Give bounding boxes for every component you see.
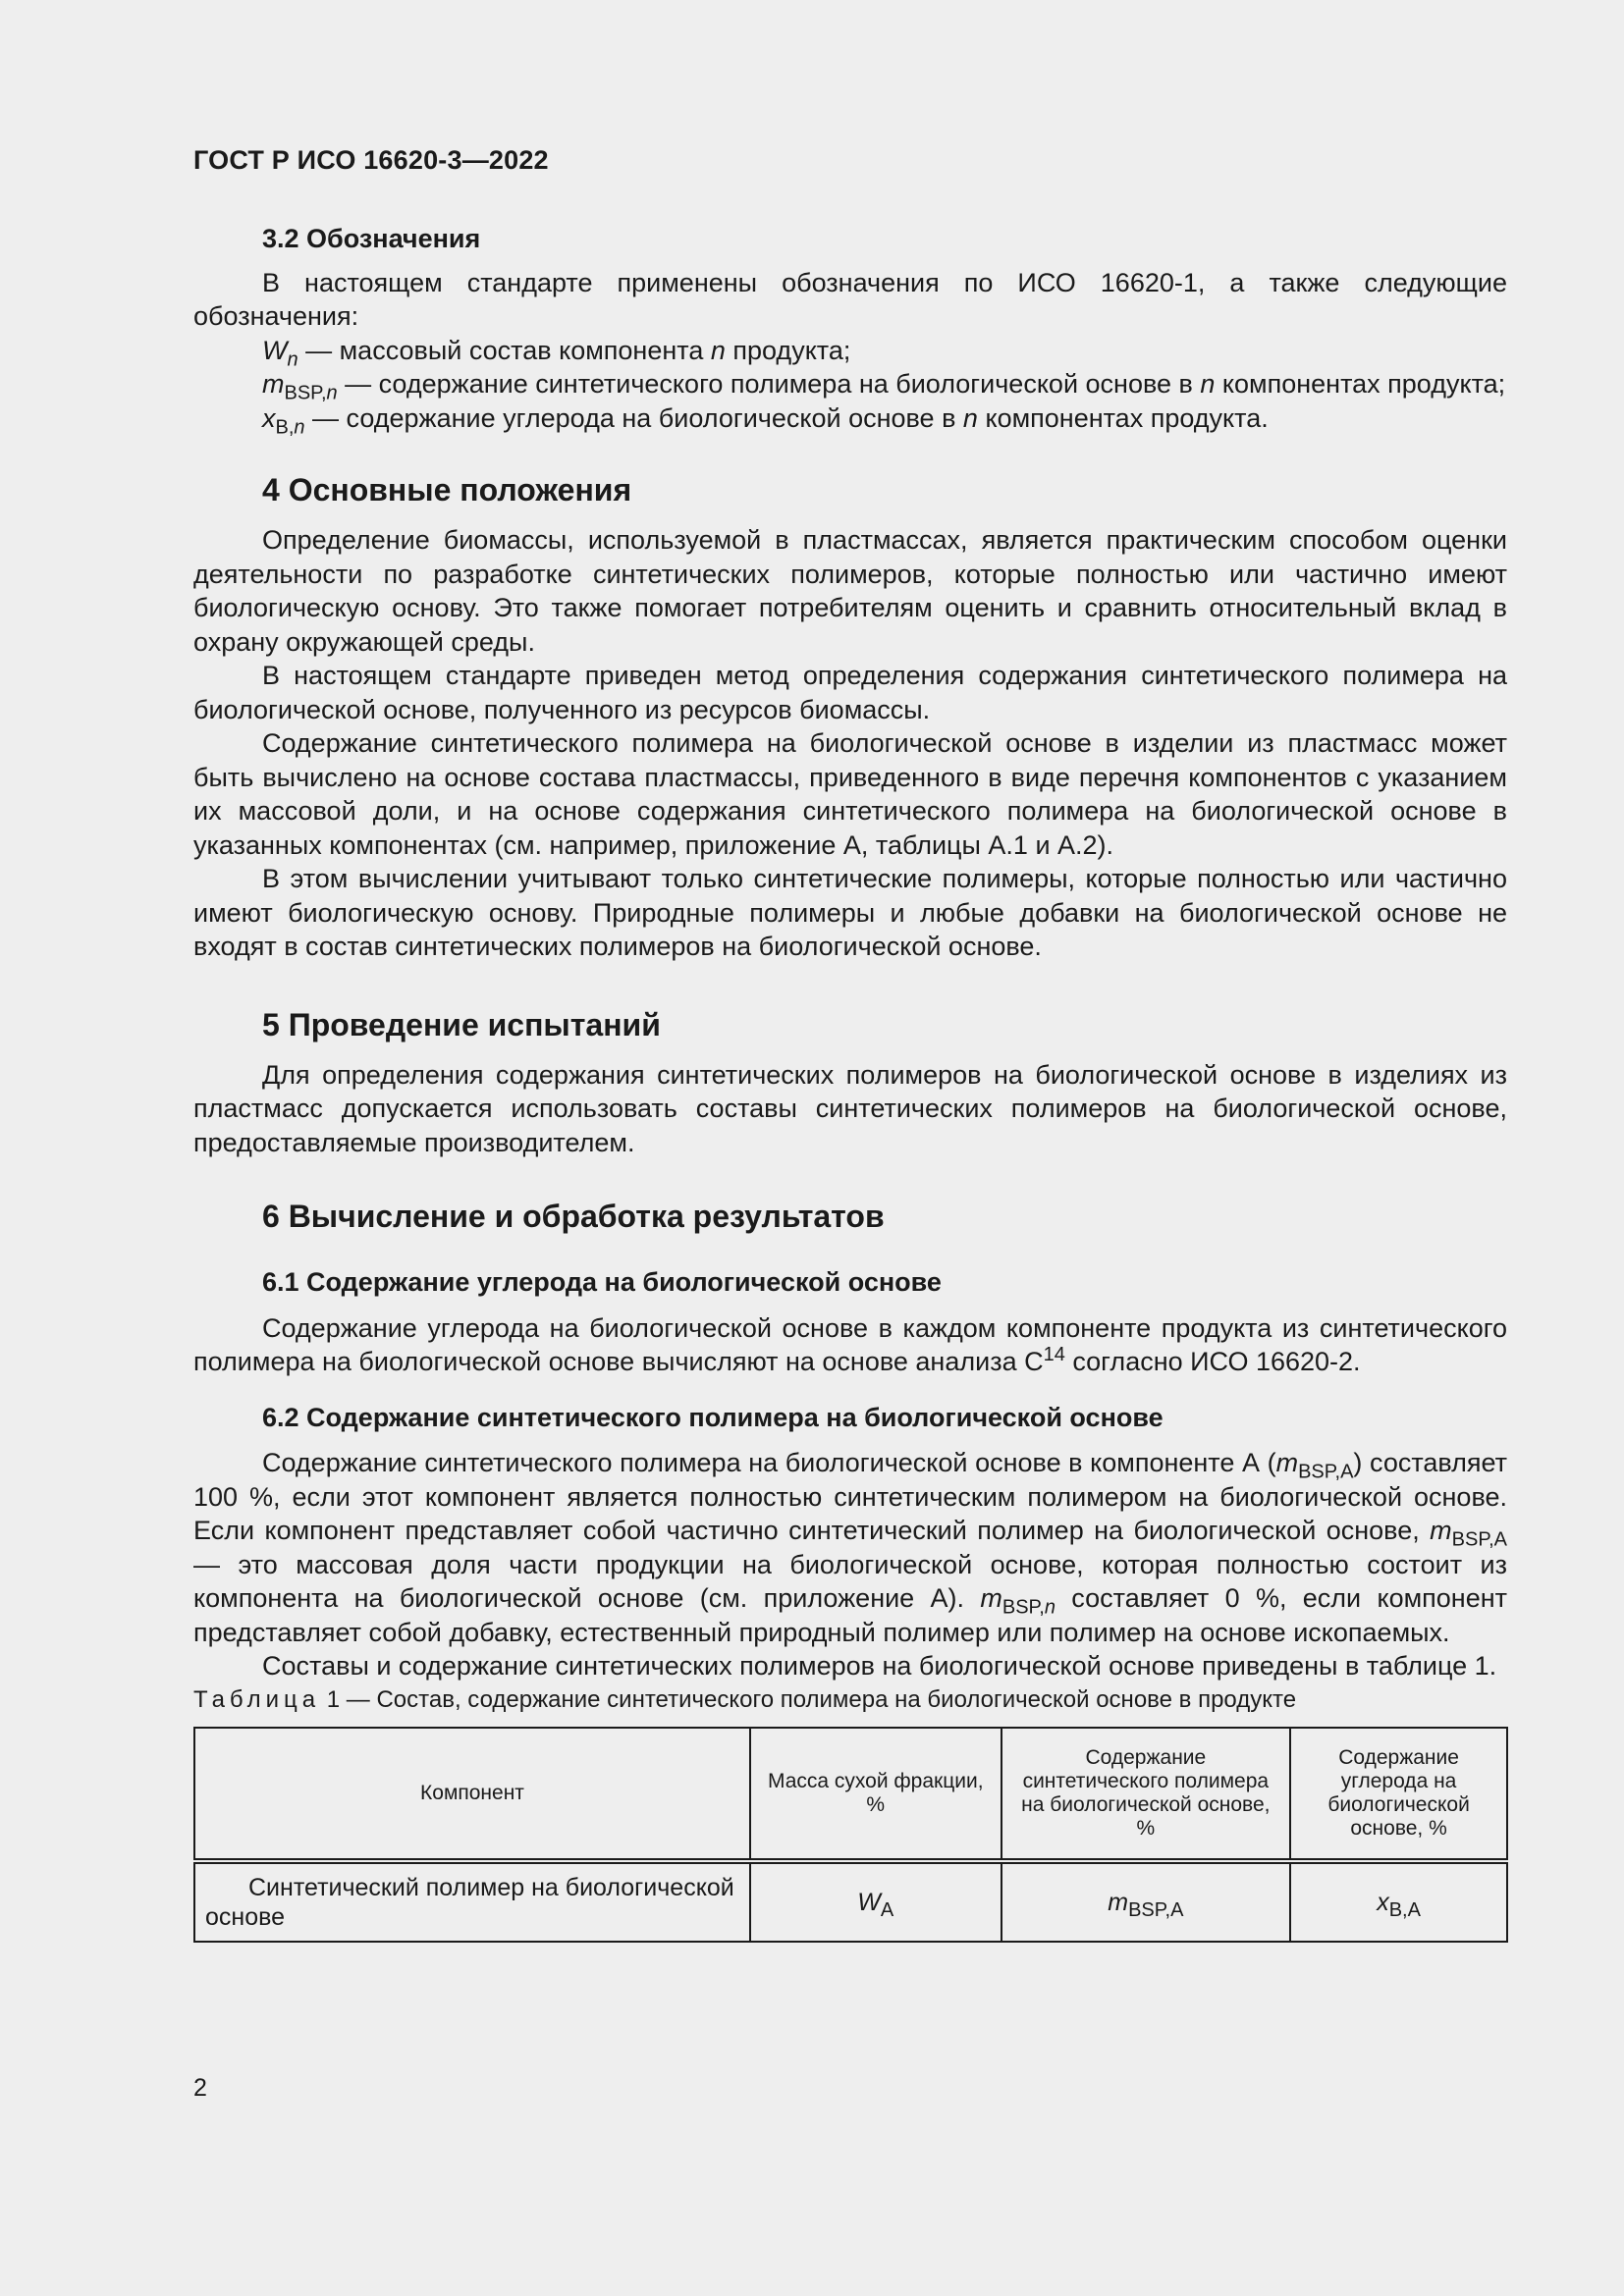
table-cell-component: Синтетический полимер на биологической основе xyxy=(194,1861,750,1942)
symbol-xbn-definition: $x_{B,n}$ — содержание углерода на биологической основе в n компонентах продукта. xyxy=(262,402,1269,438)
section-6-2-heading: 6.2 Содержание синтетического полимера на биологической основе xyxy=(262,1402,1164,1432)
table-1 xyxy=(193,1727,1508,1943)
document-body xyxy=(193,222,1507,1943)
section-3-2-intro: В настоящем стандарте применены обозначения по ИСО 16620-1, а также следующие обозначения: xyxy=(193,267,1507,331)
section-6-1-heading: 6.1 Содержание углерода на биологической основе xyxy=(262,1267,942,1297)
section-3-2-heading: 3.2 Обозначения xyxy=(262,224,481,253)
table-header-cell: Содержание углерода на биологической основе, % xyxy=(1290,1728,1507,1861)
table-cell-polymer-content: $m_{BSP,A}$ xyxy=(1001,1861,1291,1942)
section-6-2-paragraph: Содержание синтетического полимера на биологической основе в компоненте А $(m_{BSP,A})$ составляет 100 %, если этот компонент является полностью синтетическим полимером на биологической основе. Если компонент представляет собой частично синтетический полимер на биологической основе, $m_{BSP,A}$ — это массовая доля части продукции на биологической основе, которая полностью состоит из компонента на биологической основе (см. приложение А). $m_{BSP,n}$ составляет 0 %, если компонент представляет собой добавку, естественный природный полимер или полимер на основе ископаемых. xyxy=(193,1448,1508,1647)
section-4-paragraph: Определение биомассы, используемой в пластмассах, является практическим способом оценки деятельности по разработке синтетических полимеров, которые полностью или частично имеют биологическую основу. Это также помогает потребителям оценить и сравнить относительный вклад в охрану окружающей среды. xyxy=(193,525,1507,657)
section-5-heading: 5 Проведение испытаний xyxy=(262,1006,661,1042)
section-6-heading: 6 Вычисление и обработка результатов xyxy=(262,1199,885,1234)
section-6-1-paragraph: Содержание углерода на биологической основе в каждом компоненте продукта из синтетического полимера на биологической основе вычисляют на основе анализа $С^{14}$ согласно ИСО 16620-2. xyxy=(193,1312,1507,1376)
table-header-row xyxy=(194,1728,1507,1861)
section-4-paragraph: В этом вычислении учитывают только синтетические полимеры, которые полностью или частично имеют биологическую основу. Природные полимеры и любые добавки на биологической основе не входят в состав синтетических полимеров на биологической основе. xyxy=(193,864,1507,961)
page-number: 2 xyxy=(193,2074,207,2102)
section-6-2-paragraph: Составы и содержание синтетических полимеров на биологической основе приведены в таблице 1. xyxy=(262,1651,1497,1681)
table-header-cell: Масса сухой фракции, % xyxy=(750,1728,1001,1861)
table-header-cell: Содержание синтетического полимера на биологической основе, % xyxy=(1001,1728,1291,1861)
table-row xyxy=(194,1861,1507,1942)
section-4-paragraph: Содержание синтетического полимера на биологической основе в изделии из пластмасс может быть вычислено на основе состава пластмассы, приведенного в виде перечня компонентов с указанием их массовой доли, и на основе содержания синтетического полимера на биологической основе в указанных компонентах (см. например, приложение А, таблицы А.1 и А.2). xyxy=(193,728,1507,860)
table-cell-mass: $W_A$ xyxy=(750,1861,1001,1942)
section-4-paragraph: В настоящем стандарте приведен метод определения содержания синтетического полимера на биологической основе, полученного из ресурсов биомассы. xyxy=(193,661,1507,724)
table-caption: Таблица 1 — Состав, содержание синтетического полимера на биологической основе в продукте xyxy=(193,1685,1297,1713)
document-header: ГОСТ Р ИСО 16620-3—2022 xyxy=(193,145,549,175)
section-5-paragraph: Для определения содержания синтетических полимеров на биологической основе в изделиях из пластмасс допускается использовать составы синтетических полимеров на биологической основе, предоставляемые производителем. xyxy=(193,1059,1507,1157)
table-header-cell: Компонент xyxy=(194,1728,750,1861)
symbol-wn-definition: $W_n$ — массовый состав компонента n продукта; xyxy=(262,335,851,370)
section-4-heading: 4 Основные положения xyxy=(262,472,632,507)
symbol-mbspn-definition: $m_{BSP,n}$ — содержание синтетического полимера на биологической основе в n компонентах продукта; xyxy=(262,369,1506,404)
table-cell-carbon-content: $x_{B,A}$ xyxy=(1290,1861,1507,1942)
